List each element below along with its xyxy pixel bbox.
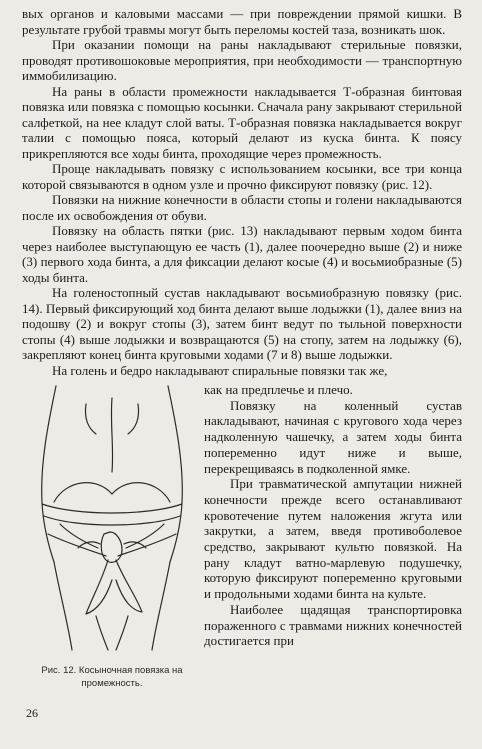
paragraph: Повязки на нижние конечности в области стопы и голени накладываются после их освобождения от обуви. bbox=[22, 192, 462, 223]
torso-outline bbox=[42, 386, 56, 562]
right-column-text bbox=[204, 382, 462, 649]
bandage-knot bbox=[101, 532, 122, 562]
bandage-illustration bbox=[26, 384, 198, 652]
paragraph: При травматической ампутации нижней конечности прежде всего останавливают кровотечение путем наложения жгута или закрутки, а затем, введя противоболевое средство, закрывают культю повязкой. На рану кладут ватно-марлевую подушечку, которую фиксируют попеременно круговыми и продольными ходами бинта на культе. bbox=[204, 476, 462, 602]
paragraph: как на предплечье и плечо. bbox=[204, 382, 353, 397]
paragraph: Наиболее щадящая транспортировка пораженного с травмами нижних конечностей достигается при bbox=[204, 601, 462, 649]
paragraph: Проще накладывать повязку с использованием косынки, все три конца которой связываются в одном узле и прочно фиксируют повязку (рис. 12). bbox=[22, 161, 462, 192]
main-text bbox=[22, 6, 462, 378]
paragraph: На голень и бедро накладывают спиральные повязки так же, bbox=[52, 362, 388, 378]
paragraph: вых органов и каловыми массами — при повреждении прямой кишки. В результате грубой травмы могут быть переломы костей таза, возникать шок. bbox=[22, 6, 462, 37]
paragraph: Повязку на область пятки (рис. 13) накладывают первым ходом бинта через наиболее выступающую ее часть (1), далее поочередно выше (2) и ниже (3) первого хода бинта, а для фиксации делают косые (4) и восьмиобразные (5) ходы бинта. bbox=[22, 223, 462, 285]
bandage-band bbox=[42, 504, 182, 513]
torso-outline bbox=[168, 386, 182, 562]
paragraph: При оказании помощи на раны накладывают стерильные повязки, проводят противошоковые мероприятия, при необходимости — транспортную иммобилизацию. bbox=[22, 37, 462, 83]
paragraph: На раны в области промежности накладывается Т-образная бинтовая повязка или повязка с помощью косынки. Сначала рану закрывают стерильной салфеткой, на нее кладут слой ваты. Т-образная повязка накладывается вокруг талии с помощью пояса, который делают из куска бинта. К поясу прикрепляются все ходы бинта, проходящие через промежность. bbox=[22, 83, 462, 161]
figure-caption: Рис. 12. Косыночная повязка на промежность. bbox=[41, 665, 183, 689]
page-number: 26 bbox=[26, 706, 38, 720]
paragraph: Повязку на коленный сустав накладывают, начиная с кругового хода через надколенную чашечку, а затем ходы бинта попеременно идут ниже и выше, перекрещиваясь в подколенной ямке. bbox=[204, 397, 462, 476]
paragraph: На голеностопный сустав накладывают восьмиобразную повязку (рис. 14). Первый фиксирующий ход бинта делают выше лодыжки (1), далее вниз на подошву (2) и вокруг стопы (3), затем бинт ведут по тыльной поверхности стопы (4) выше лодыжки и возвращаются (5) на стопу, затем на лодыжку (6), закрепляют конец бинта круговыми ходами (7 и 8) выше лодыжки. bbox=[22, 285, 462, 362]
